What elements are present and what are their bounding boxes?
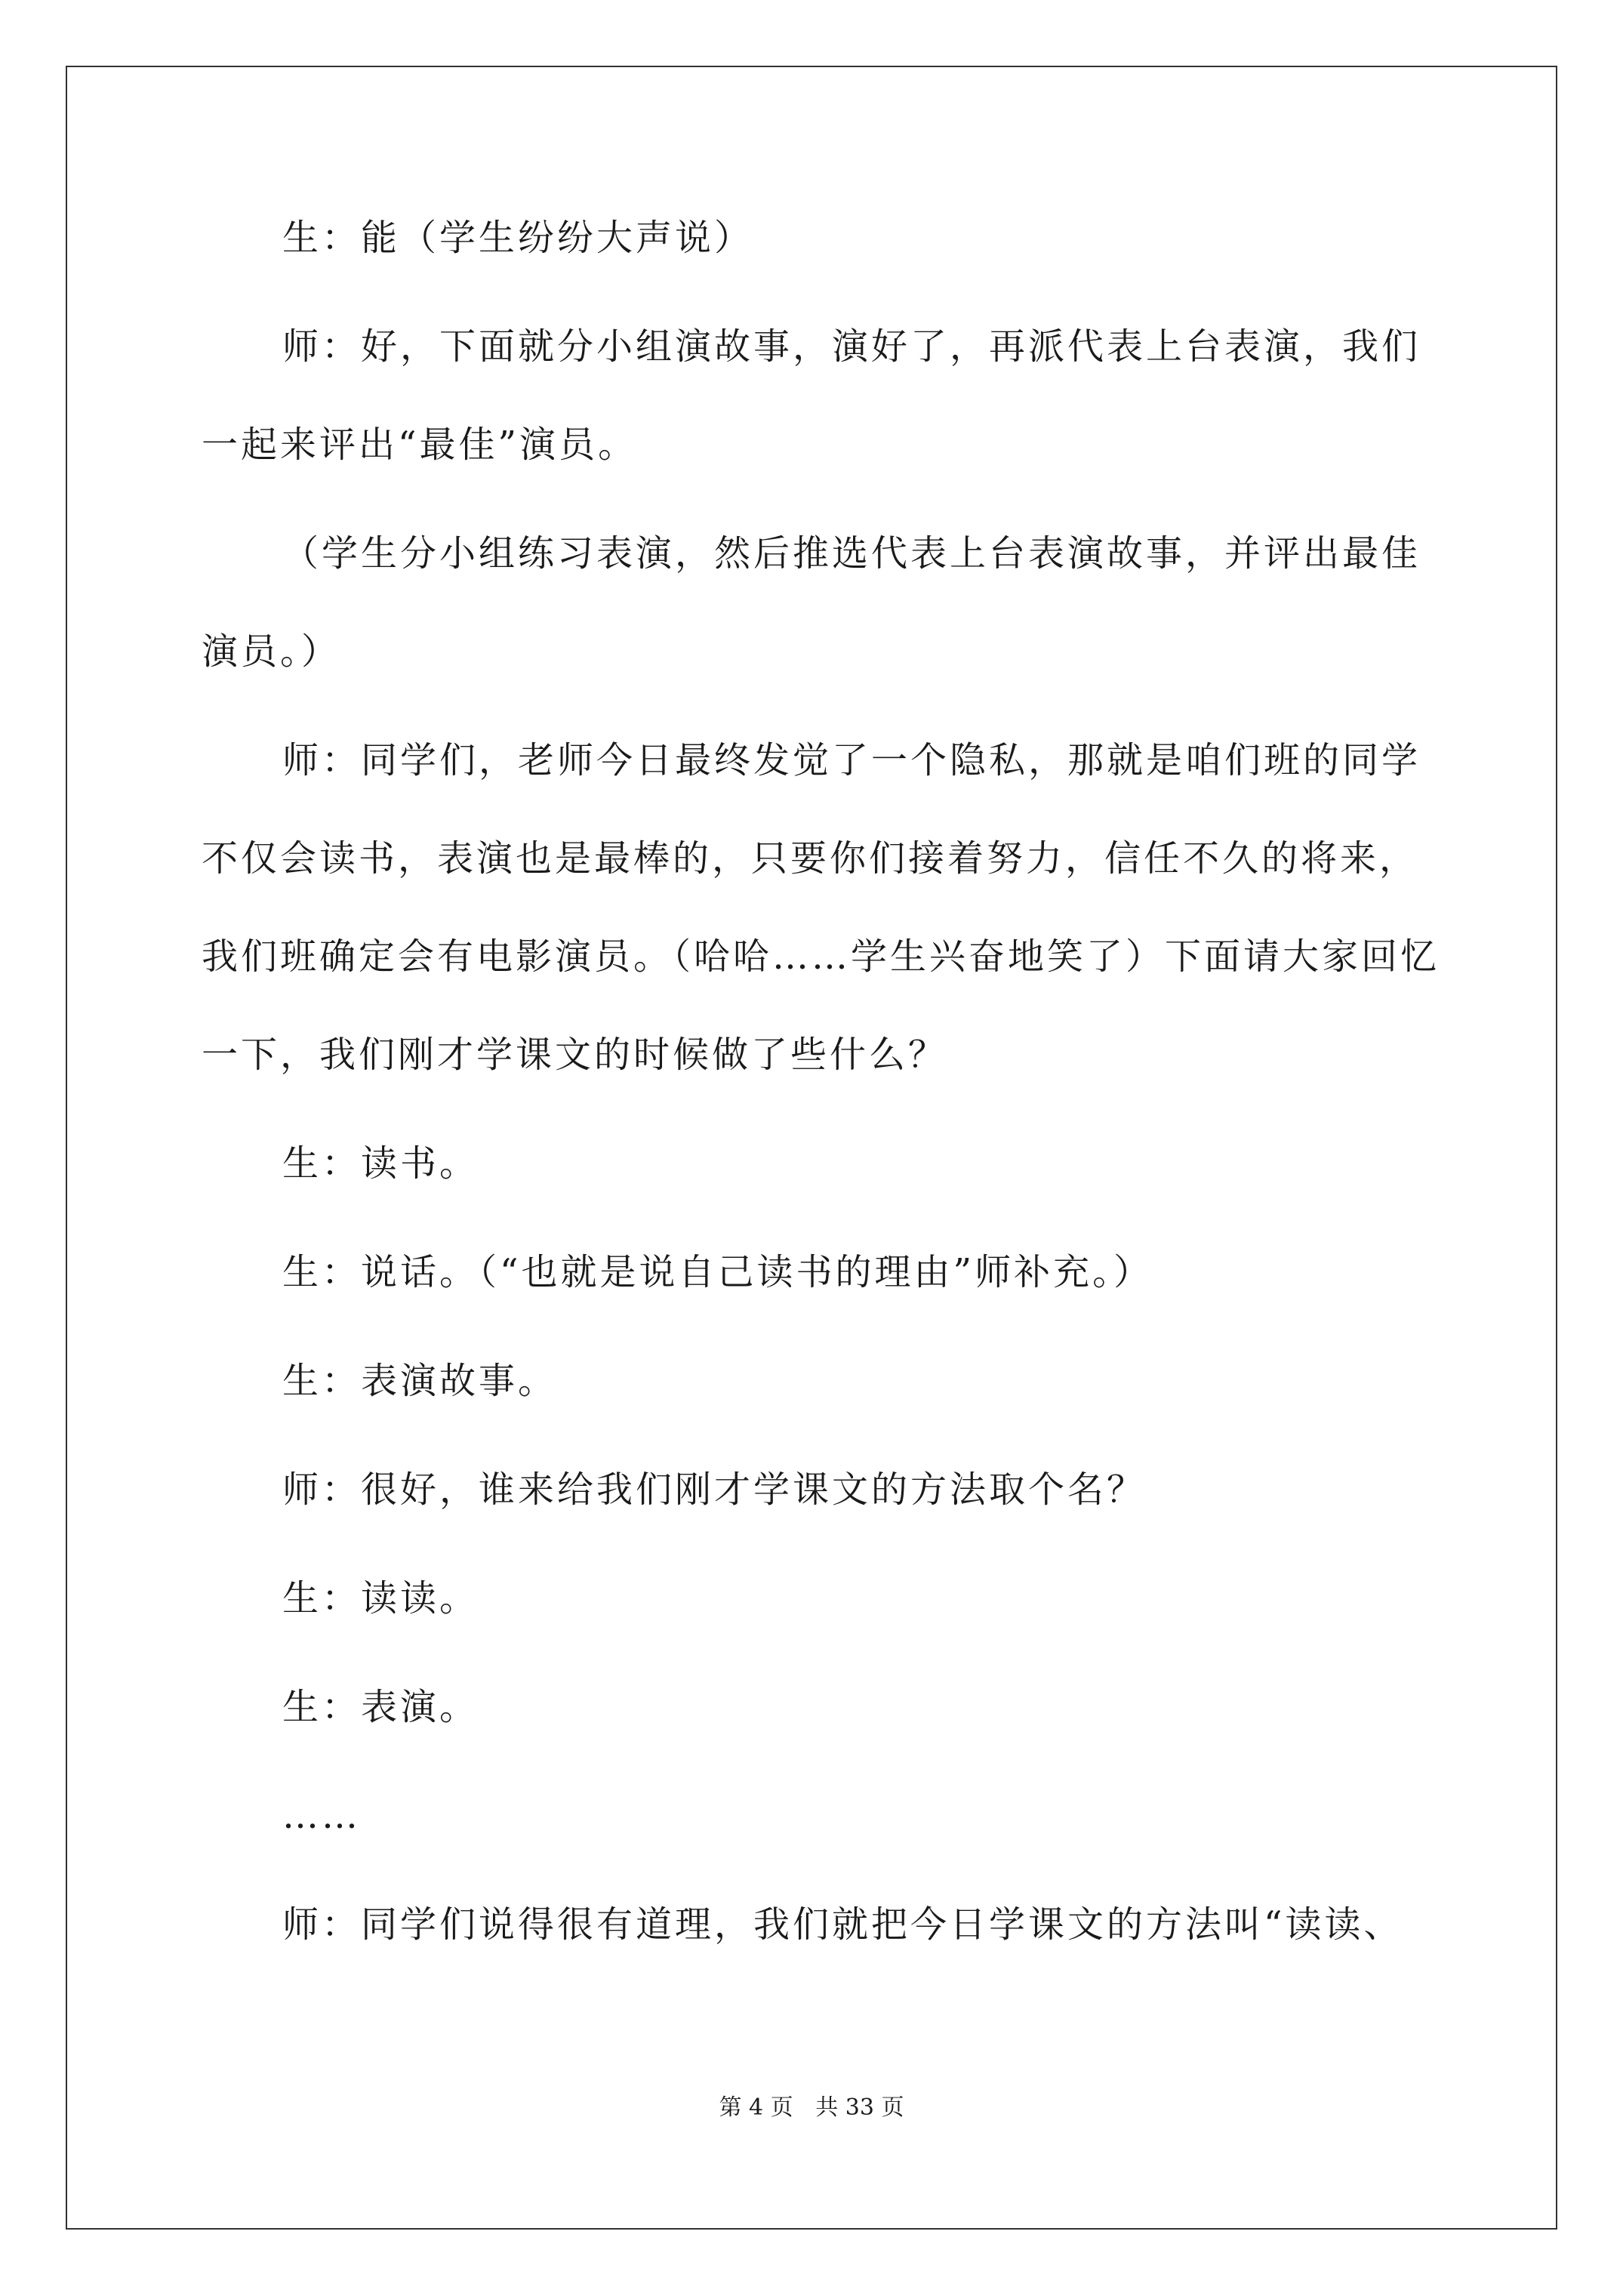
paragraph: 生：表演。 [282, 1686, 479, 1728]
page-footer [0, 2093, 1623, 2123]
paragraph: 生：读读。 [282, 1577, 479, 1620]
paragraph: 生：读书。 [282, 1142, 479, 1185]
paragraph: 生：能（学生纷纷大声说） [282, 217, 754, 259]
page-total: 共 33 页 [815, 2094, 904, 2121]
paragraph: 师：同学们说得很有道理，我们就把今日学课文的方法叫“读读、 [282, 1903, 1403, 1946]
paragraph: 生：表演故事。 [282, 1360, 558, 1402]
paragraph: 师：很好，谁来给我们刚才学课文的方法取个名？ [282, 1469, 1147, 1511]
paragraph: 师：好，下面就分小组演故事，演好了，再派代表上台表演，我们一起来评出“最佳”演员。 [202, 325, 1421, 466]
paragraph: （学生分小组练习表演，然后推选代表上台表演故事，并评出最佳演员。） [202, 532, 1421, 673]
document-body [202, 189, 1440, 1984]
paragraph: …… [282, 1795, 361, 1837]
paragraph: 师：同学们，老师今日最终发觉了一个隐私，那就是咱们班的同学不仅会读书，表演也是最棒的，只要你们接着努力，信任不久的将来，我们班确定会有电影演员。（哈哈……学生兴奋地笑了）下面请大家回忆一下，我们刚才学课文的时候做了些什么？ [202, 739, 1440, 1076]
page-number: 第 4 页 [719, 2094, 793, 2121]
paragraph: 生：说话。（“也就是说自己读书的理由”师补充。） [282, 1251, 1153, 1293]
